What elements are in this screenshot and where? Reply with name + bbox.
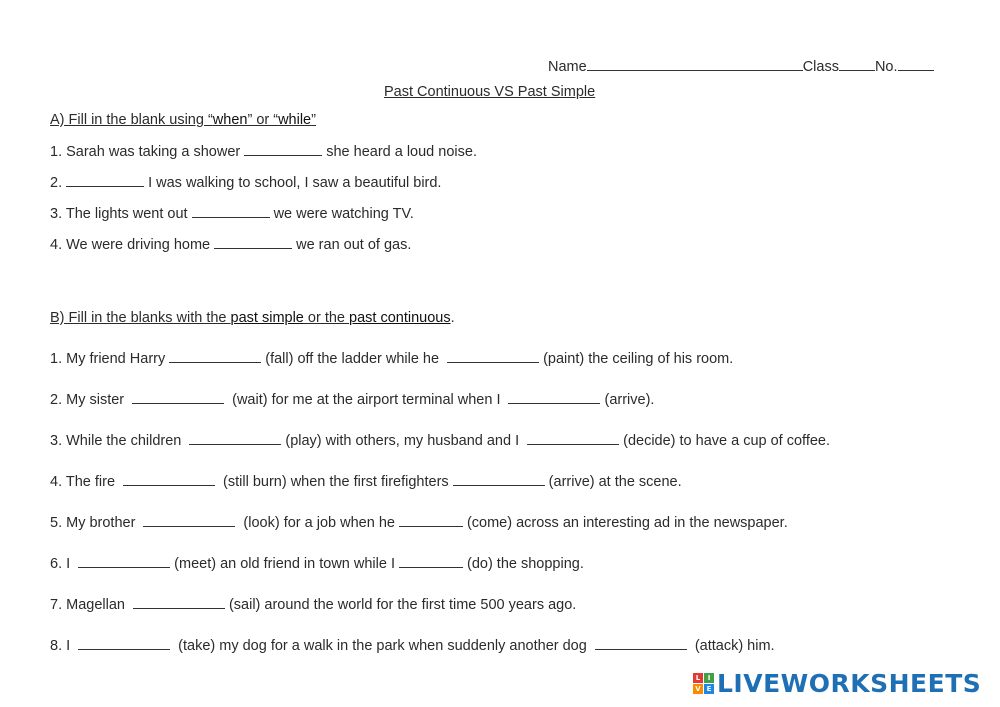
section-b-item-4 [50,473,682,491]
item-text: 7. Magellan [50,597,125,613]
answer-blank[interactable] [78,555,170,568]
section-a-item-2 [50,174,441,192]
item-text: 8. I [50,638,71,654]
section-a-item-1 [50,143,477,161]
answer-blank[interactable] [132,391,224,404]
logo-text: LIVEWORKSHEETS [717,668,982,698]
answer-blank[interactable] [453,473,545,486]
item-text: 4. The fire [50,474,116,490]
section-b-item-2 [50,391,654,409]
answer-blank[interactable] [527,432,619,445]
name-blank[interactable] [587,58,803,71]
section-b-heading-text: or the [303,310,350,326]
section-b-item-5 [50,514,788,532]
item-text: (arrive) at the scene. [548,474,682,490]
section-b-heading-text: . [450,310,455,326]
section-b-item-3 [50,432,830,450]
item-text: (fall) off the ladder while he [265,351,440,367]
answer-blank[interactable] [169,350,261,363]
worksheet-title: Past Continuous VS Past Simple [384,84,596,100]
section-b-item-6 [50,555,584,573]
item-text: (still burn) when the first firefighters [223,474,449,490]
answer-blank[interactable] [244,143,322,156]
section-a-item-3 [50,205,414,223]
item-text: 2. [50,175,63,191]
live-block-i: I [704,673,714,683]
section-a-heading-text: A) Fill in the blank using “ [50,112,213,128]
answer-blank[interactable] [214,236,292,249]
section-b-item-8 [50,637,775,655]
item-text: we ran out of gas. [296,237,412,253]
section-a-heading-text: ” [311,112,316,128]
item-text: 4. We were driving home [50,237,211,253]
item-text: (come) across an interesting ad in the newspaper. [466,515,788,531]
item-text: (take) my dog for a walk in the park when suddenly another dog [178,638,587,654]
student-info-line [548,58,934,76]
no-blank[interactable] [898,58,934,71]
item-text: I was walking to school, I saw a beautiful bird. [148,175,442,191]
live-blocks-icon [693,673,714,694]
class-label: Class [802,59,839,75]
item-text: 6. I [50,556,71,572]
section-b-item-7 [50,596,576,614]
item-text: she heard a loud noise. [326,144,477,160]
answer-blank[interactable] [192,205,270,218]
section-b-heading-text: B) Fill in the blanks with the [50,310,231,326]
answer-blank[interactable] [595,637,687,650]
item-text: (wait) for me at the airport terminal when I [232,392,501,408]
answer-blank[interactable] [447,350,539,363]
item-text: (do) the shopping. [466,556,584,572]
liveworksheets-logo [693,668,981,698]
item-text: (sail) around the world for the first time 500 years ago. [228,597,577,613]
name-label: Name [548,59,587,75]
item-text: 1. My friend Harry [50,351,166,367]
section-a-heading [50,111,316,129]
item-text: 1. Sarah was taking a shower [50,144,241,160]
item-text: 3. The lights went out [50,206,188,222]
item-text: (attack) him. [694,638,775,654]
item-text: 3. While the children [50,433,182,449]
item-text: 5. My brother [50,515,136,531]
keyword-past-simple: past simple [230,310,304,326]
answer-blank[interactable] [78,637,170,650]
answer-blank[interactable] [508,391,600,404]
keyword-past-continuous: past continuous [349,310,451,326]
item-text: (meet) an old friend in town while I [174,556,395,572]
answer-blank[interactable] [66,174,144,187]
item-text: we were watching TV. [273,206,414,222]
section-b-item-1 [50,350,733,368]
item-text: (paint) the ceiling of his room. [543,351,734,367]
live-block-v: V [693,684,703,694]
item-text: (arrive). [604,392,655,408]
answer-blank[interactable] [123,473,215,486]
section-a-heading-text: ” or “ [247,112,279,128]
answer-blank[interactable] [133,596,225,609]
keyword-while: while [278,112,312,128]
item-text: (look) for a job when he [243,515,395,531]
live-block-e: E [704,684,714,694]
no-label: No. [874,59,898,75]
live-block-l: L [693,673,703,683]
class-blank[interactable] [839,58,875,71]
item-text: (play) with others, my husband and I [285,433,520,449]
keyword-when: when [212,112,248,128]
section-b-heading [50,309,455,327]
item-text: 2. My sister [50,392,125,408]
answer-blank[interactable] [143,514,235,527]
section-a-item-4 [50,236,411,254]
item-text: (decide) to have a cup of coffee. [623,433,831,449]
answer-blank[interactable] [189,432,281,445]
answer-blank[interactable] [399,514,463,527]
answer-blank[interactable] [399,555,463,568]
